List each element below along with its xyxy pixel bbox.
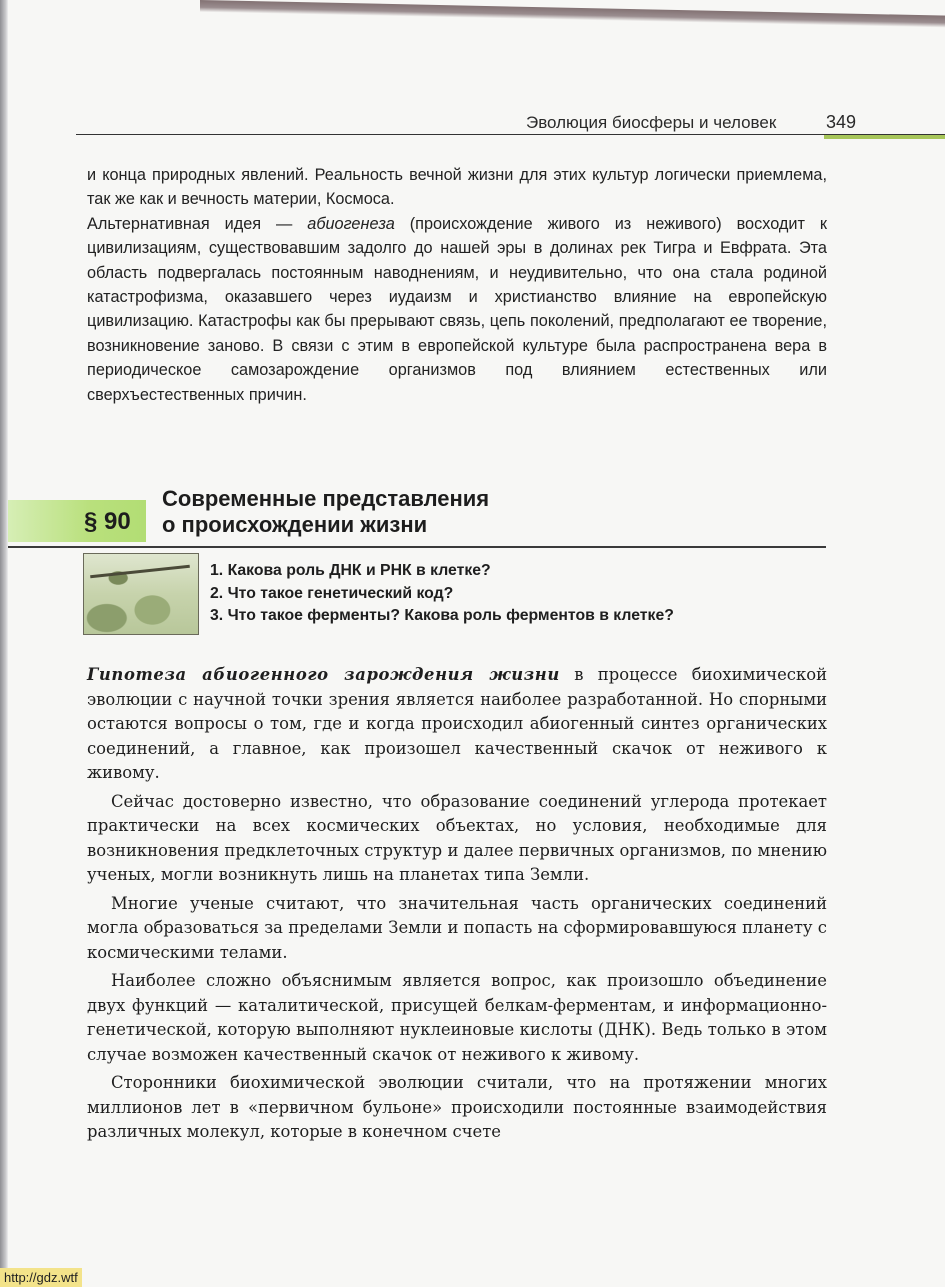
intro-p2-start: Альтернативная идея — [87, 214, 308, 233]
section-number: § 90 [84, 508, 131, 535]
body-paragraph-5: Сторонники биохимической эволюции считали, что на протяжении многих миллионов лет в «первичном бульоне» происходили постоянные взаимодействия различных молекул, которые в конечном счете [87, 1073, 827, 1141]
section-title-line-1: Современные представления [162, 486, 490, 511]
section-title-line-2: о происхождении жизни [162, 512, 428, 537]
question-3: 3. Что такое ферменты? Какова роль ферментов в клетке? [210, 607, 674, 624]
body-p1-rest: в процессе биохимической эволюции с научной точки зрения является наиболее разработанной. Но спорными остаются вопросы о том, где и когда происходил абиогенный синтез органических соединений, а главное, как произошел качественный скачок от неживого к живому. [87, 665, 827, 782]
question-1: 1. Какова роль ДНК и РНК в клетке? [210, 562, 491, 579]
body-paragraph-3: Многие ученые считают, что значительная часть органических соединений могла образоваться за пределами Земли и попасть на сформировавшуюся планету с космическими телами. [87, 893, 827, 962]
question-2: 2. Что такое генетический код? [210, 584, 454, 602]
intro-text [87, 163, 827, 407]
section-title [162, 486, 489, 538]
term-abiogenic-hypothesis: Гипотеза абиогенного зарождения жизни [87, 665, 560, 684]
body-paragraph-1 [87, 663, 827, 786]
forest-illustration [83, 553, 199, 635]
page-number: 349 [826, 112, 857, 132]
body-paragraph-2: Сейчас достоверно известно, что образование соединений углерода протекает практически на всех космических объектах, но условия, необходимые для возникновения предклеточных структур и далее первичных организмов, по мнению ученых, могли возникнуть лишь на планетах типа Земли. [87, 791, 827, 884]
running-head-title: Эволюция биосферы и человек [526, 113, 777, 132]
section-divider [8, 546, 826, 548]
branch-shape [90, 565, 190, 578]
watermark-link[interactable]: http://gdz.wtf [0, 1268, 82, 1287]
book-spine-shadow [0, 0, 8, 1287]
intro-paragraph-1: и конца природных явлений. Реальность вечной жизни для этих культур логически приемлема, так же как и вечность материи, Космоса. [87, 166, 827, 209]
review-questions [210, 560, 674, 628]
body-text [87, 663, 827, 1149]
term-abiogenesis: абиогенеза [307, 214, 395, 233]
intro-paragraph-2 [87, 212, 827, 407]
intro-p2-rest: (происхождение живого из неживого) восходит к цивилизациям, существовавшим задолго до нашей эры в долинах рек Тигра и Евфрата. Эта область подвергалась постоянным наводнениям, и неудивительно, что она стала родиной катастрофизма, оказавшего через иудаизм и христианство влияние на европейскую цивилизацию. Катастрофы как бы прерывают связь, цепь поколений, предполагают ее творение, возникновение заново. В связи с этим в европейской культуре была распространена вера в периодическое самозарождение организмов под влиянием естественных или сверхъестественных причин. [87, 214, 827, 404]
body-paragraph-4: Наиболее сложно объяснимым является вопрос, как произошло объединение двух функций — каталитической, присущей белкам-ферментам, и информационно-генетической, которую выполняют нуклеиновые кислоты (ДНК). Ведь только в этом случае возможен качественный скачок от неживого к живому. [87, 971, 827, 1064]
running-head [76, 110, 945, 135]
scan-edge [200, 0, 945, 28]
header-accent-bar [824, 135, 945, 139]
